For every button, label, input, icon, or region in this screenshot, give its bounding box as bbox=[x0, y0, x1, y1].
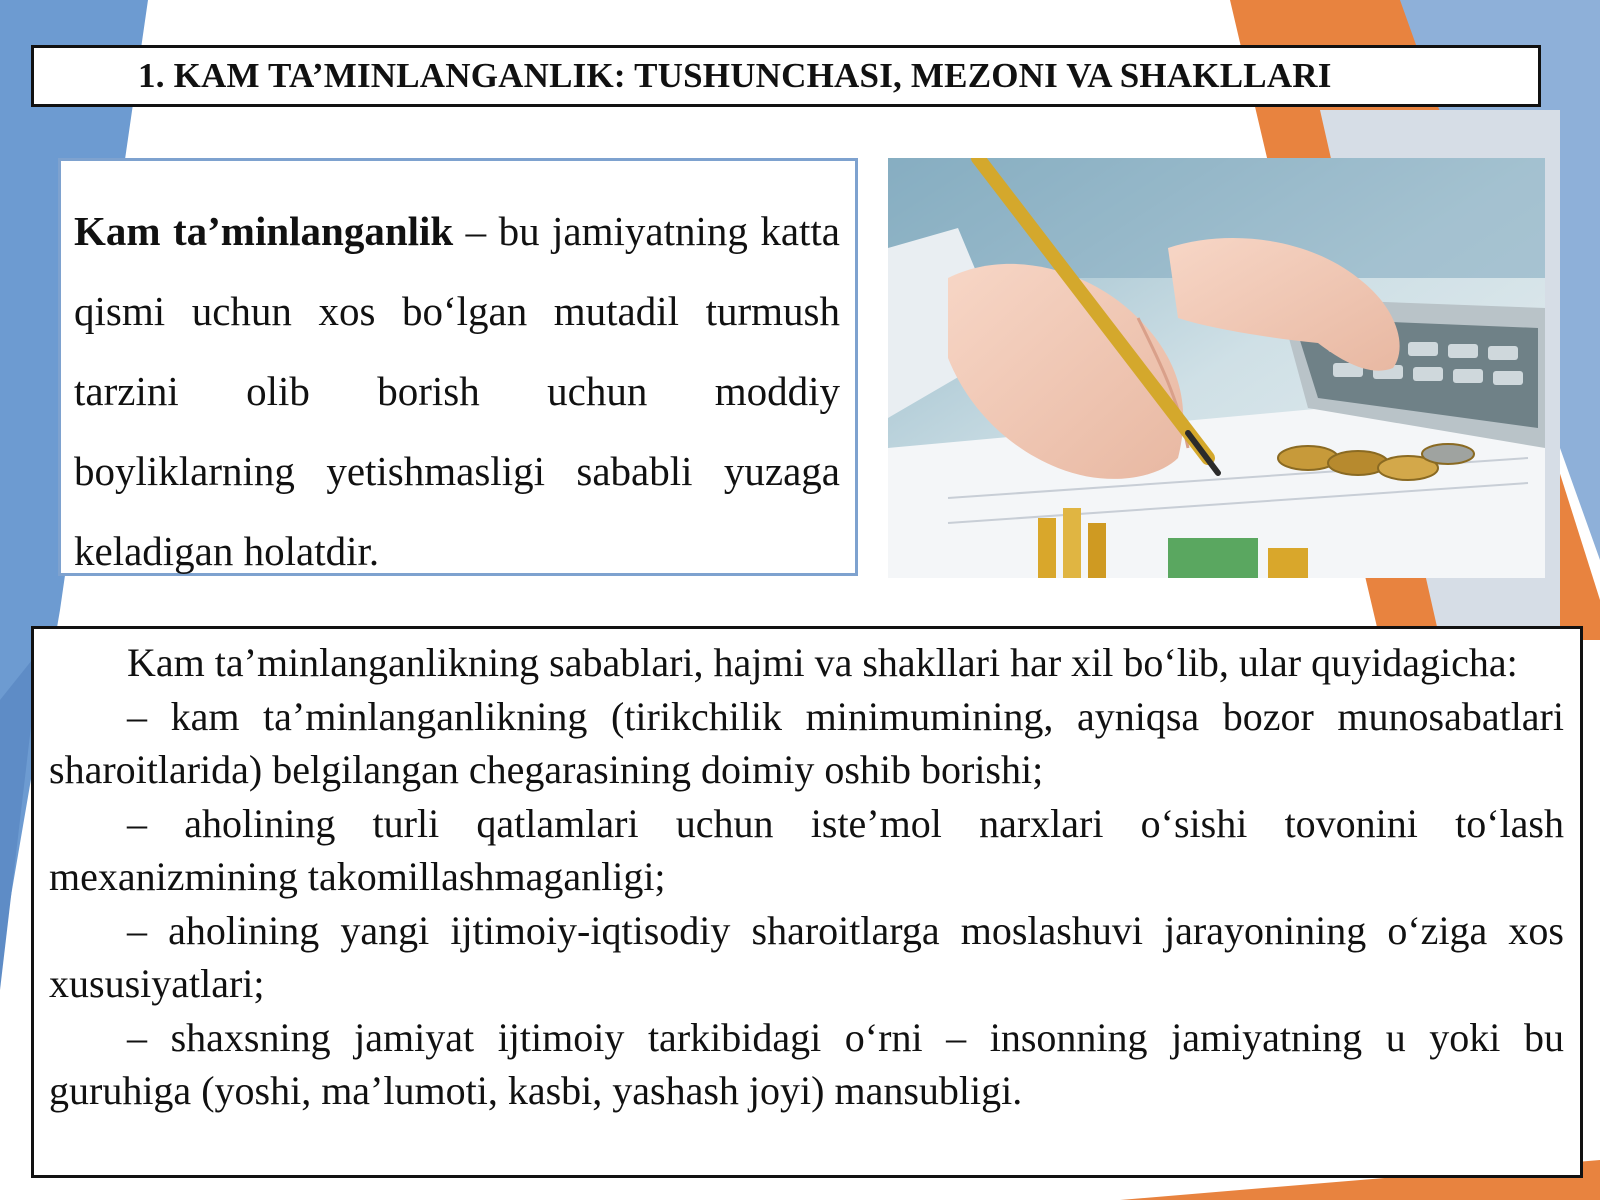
causes-item: – kam ta’minlanganlikning (tirikchilik minimumining, ayniqsa bozor munosabatlari sharoitlarida) belgilangan chegarasining doimiy oshib borishi; bbox=[49, 693, 1564, 792]
paper-chart-bar bbox=[1268, 548, 1308, 578]
hand-writing-with-pen-and-calculator-photo bbox=[888, 158, 1545, 578]
causes-item: – shaxsning jamiyat ijtimoiy tarkibidagi o‘rni – insonning jamiyatning u yoki bu guruhiga (yoshi, ma’lumoti, kasbi, yashash joyi) mansubligi. bbox=[49, 1014, 1564, 1113]
causes-item: – aholining yangi ijtimoiy-iqtisodiy sharoitlarga moslashuvi jarayonining o‘ziga xos xususiyatlari; bbox=[49, 907, 1564, 1006]
photo-illustration bbox=[888, 158, 1545, 578]
paper-chart-bar bbox=[1168, 538, 1258, 578]
causes-item: – aholining turli qatlamlari uchun iste’mol narxlari o‘sishi tovonini to‘lash mexanizmining takomillashmaganligi; bbox=[49, 800, 1564, 899]
causes-box bbox=[31, 626, 1583, 1178]
title-box bbox=[31, 45, 1541, 107]
causes-intro: Kam ta’minlanganlikning sabablari, hajmi va shakllari har xil bo‘lib, ular quyidagicha: bbox=[127, 640, 1518, 685]
slide-title: 1. KAM TA’MINLANGANLIK: TUSHUNCHASI, MEZONI VA SHAKLLARI bbox=[138, 56, 1332, 95]
paper-chart-bar bbox=[1088, 523, 1106, 578]
definition-term: Kam ta’minlanganlik bbox=[74, 208, 454, 254]
paper-chart-bar bbox=[1038, 518, 1056, 578]
paper-chart-bar bbox=[1063, 508, 1081, 578]
definition-box bbox=[58, 158, 858, 576]
definition-paragraph bbox=[74, 191, 840, 591]
definition-text: – bu jamiyatning katta qismi uchun xos bo‘lgan mutadil turmush tarzini olib borish uchun moddiy boyliklarning yetishmasligi sababli yuzaga keladigan holatdir. bbox=[74, 208, 840, 574]
